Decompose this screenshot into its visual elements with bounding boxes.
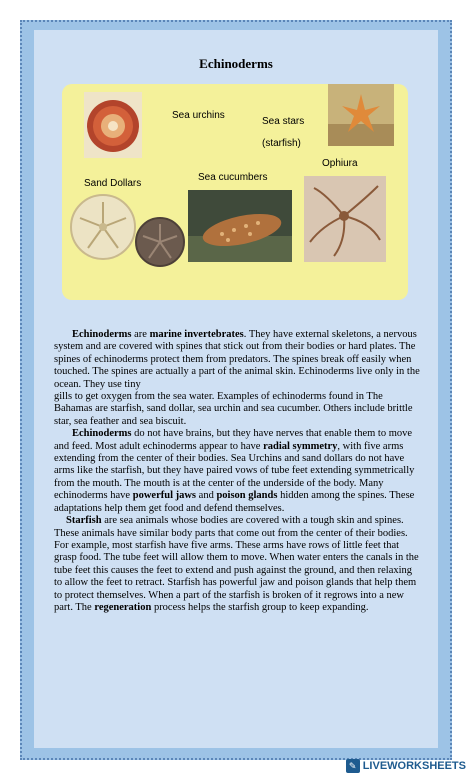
text-run: do not have brains, but they have nerves that enable them to move and feed. Most adult echinoderms appear to have [54,428,413,452]
bold-term: Echinoderms [72,428,132,440]
text-run: hidden among the spines. These adaptations help them get food and defend themselves. [54,490,415,514]
bold-term: marine invertebrates [149,329,244,340]
text-run: . They have external skeletons, a nervous system and are covered with spines that stick out from their bodies or hard plates. The spines of echinoderms protect them from predators. The spines break off easily when touched. The spines are actually a part of the animal skin. Echinoderms live only in the ocean. They use tiny [54,329,420,390]
text-run: are sea animals whose bodies are covered with a tough skin and spines. These animals have similar body parts that come out from the center of their bodies. For example, most starfish have five arms. These arms have rows of little feet that grasp food. The tube feet will allow them to move. When water enters the canals in the tube feet this causes the feet to extend and push against the ground, and then relaxing to allow the feet to retract. Starfish has powerful jaw and poison glands that help them to protect themselves. When a part of the starfish is broken of it regrows into a new part. The [54,515,419,613]
liveworksheets-footer[interactable] [346,756,466,776]
ophiura-label: Ophiura [322,158,358,169]
sand-dollar-photo-2 [134,216,186,268]
paragraph-1-continued [54,391,420,428]
bold-term: Starfish [66,515,102,527]
paragraph-3 [54,515,420,614]
text-run: are [131,329,150,340]
brand-name: LIVEWORKSHEETS [362,760,466,772]
sea-urchin-photo [84,92,142,158]
sea-cucumbers-label: Sea cucumbers [198,172,268,183]
sand-dollars-label: Sand Dollars [84,178,142,189]
sea-cucumber-photo [188,190,292,262]
paragraph-2 [54,428,420,515]
worksheet-page [34,30,438,748]
body-text [54,329,420,614]
sea-star-photo [328,84,394,146]
text-run: process helps the starfish group to keep expanding. [151,601,369,613]
paragraph-1 [54,329,420,391]
bold-term: poison glands [216,490,278,502]
bold-term: Echinoderms [72,329,132,340]
bold-term: powerful jaws [132,490,197,502]
bold-term: regeneration [94,601,152,613]
text-run: and [196,490,217,502]
text-run: , with five arms extending from the center of their bodies. Sea Urchins and sand dollars do not have arms like the starfish, but they have paired vows of tube feet extending symmetrically from the mouth. The mouth is at the center of the underside of the body. Many echinoderms have [54,440,415,502]
bold-term: radial symmetry [263,440,338,452]
starfish-label: (starfish) [262,138,301,149]
echinoderm-figure [62,84,408,300]
sand-dollar-photo-1 [68,192,138,262]
text-run: gills to get oxygen from the sea water. Examples of echinoderms found in The Bahamas are starfish, sand dollar, sea urchin and sea cucumber. Others include brittle star, sea feather and sea biscuit. [54,391,413,427]
worksheet-logo-icon: ✎ [346,759,360,773]
ophiura-photo [304,176,386,262]
sea-stars-label: Sea stars [262,116,305,127]
page-title: Echinoderms [199,56,273,71]
sea-urchins-label: Sea urchins [172,110,225,121]
